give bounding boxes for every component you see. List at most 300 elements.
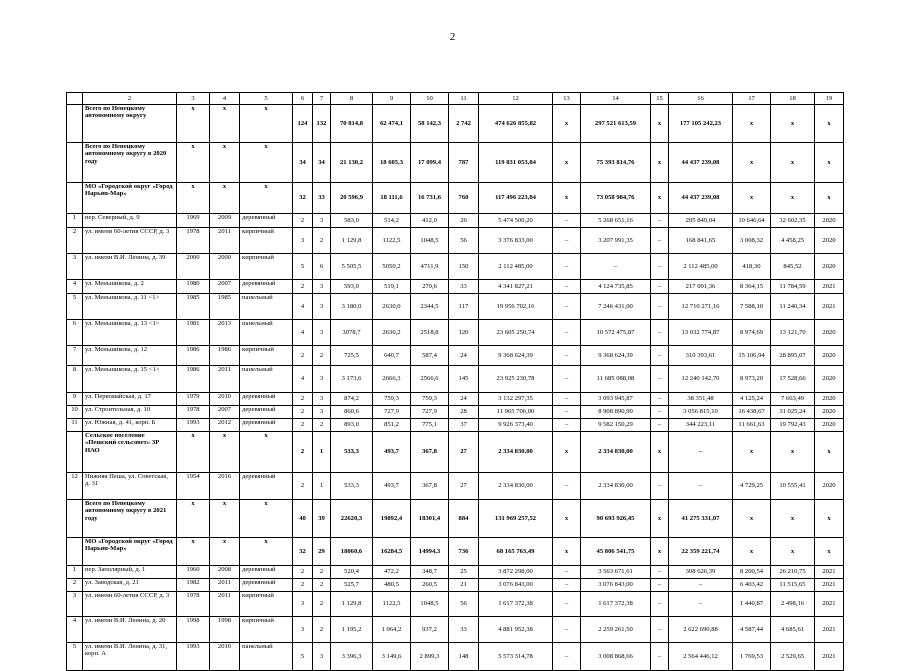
table-cell: 8 364,15 [733, 280, 771, 294]
table-cell: 736 [449, 538, 479, 566]
table-cell: – [651, 280, 669, 294]
table-cell: 18 111,6 [373, 183, 411, 214]
table-cell: х [240, 105, 293, 143]
table-cell: 2020 [815, 346, 844, 366]
header-cell: 10 [411, 93, 449, 105]
table-cell: 37 [449, 419, 479, 432]
table-cell: 8 [67, 366, 83, 393]
table-cell: – [581, 254, 651, 280]
table-cell: 760 [449, 183, 479, 214]
table-cell [67, 183, 83, 214]
table-cell: 2 [293, 419, 313, 432]
table-cell: – [553, 419, 581, 432]
table-cell: 2 [67, 579, 83, 592]
table-cell: 56 [449, 592, 479, 617]
table-cell: 3 [313, 280, 331, 294]
table-cell: 11 661,63 [733, 419, 771, 432]
table-cell: х [240, 183, 293, 214]
table-cell: 474 626 855,82 [479, 105, 553, 143]
table-cell: 3 [67, 254, 83, 280]
table-cell: 2 334 830,00 [479, 473, 553, 500]
table-cell: 583,0 [331, 214, 373, 228]
table-cell: 2 [313, 566, 331, 579]
table-cell: 2020 [815, 228, 844, 254]
table-cell: 4711,9 [411, 254, 449, 280]
table-cell: х [815, 538, 844, 566]
table-cell: – [553, 320, 581, 346]
table-cell: 3 056 815,10 [669, 406, 733, 419]
table-cell: 367,8 [411, 473, 449, 500]
table-cell: 148 [449, 643, 479, 671]
table-cell: ул. имени 60-летия СССР, д. 3 [83, 592, 177, 617]
table-cell: ул. Строительная, д. 10 [83, 406, 177, 419]
table-cell: – [651, 617, 669, 643]
table-cell: – [669, 432, 733, 473]
table-cell: 1998 [177, 617, 210, 643]
header-cell: 18 [771, 93, 815, 105]
table-cell: 845,52 [771, 254, 815, 280]
table-cell: 2 259 261,50 [581, 617, 651, 643]
table-cell: 2000 [177, 254, 210, 280]
table-cell: 3 132 297,35 [479, 393, 553, 406]
table-cell: 3 076 843,00 [479, 579, 553, 592]
table-cell: 1 440,87 [733, 592, 771, 617]
table-cell: 13 121,70 [771, 320, 815, 346]
table-cell: 29 [313, 538, 331, 566]
table-cell: 16 731,6 [411, 183, 449, 214]
table-cell: х [771, 183, 815, 214]
table-cell: 3 [313, 406, 331, 419]
table-cell: х [651, 538, 669, 566]
table-cell: – [553, 280, 581, 294]
table-cell: Сельское поселение «Пешский сельсовет» ЗР НАО [83, 432, 177, 473]
table-cell: Всего по Ненецкому автономному округу в 2020 году [83, 143, 177, 183]
table-cell: ул. имени 60-летия СССР, д. 3 [83, 228, 177, 254]
header-cell: 19 [815, 93, 844, 105]
table-cell: 120 [449, 320, 479, 346]
table-cell: 3 [293, 592, 313, 617]
table-cell: 1 195,2 [331, 617, 373, 643]
table-cell: х [733, 105, 771, 143]
table-cell: 68 165 763,49 [479, 538, 553, 566]
table-cell: 4 729,25 [733, 473, 771, 500]
table-cell: 2021 [815, 566, 844, 579]
table-cell: 5050,2 [373, 254, 411, 280]
table-cell: панельный [240, 366, 293, 393]
table-cell: 5 573 314,78 [479, 643, 553, 671]
table-cell: 759,3 [411, 393, 449, 406]
header-cell: 8 [331, 93, 373, 105]
table-cell: х [771, 432, 815, 473]
table-cell: 3 173,6 [331, 366, 373, 393]
table-cell: 2 334 830,00 [581, 473, 651, 500]
housing-table [66, 92, 844, 671]
table-cell: 41 275 331,07 [669, 500, 733, 538]
table-cell: ул. Меньшикова, д. 15 <1> [83, 366, 177, 393]
table-cell: 4 125,24 [733, 393, 771, 406]
table-cell: 2000 [210, 254, 240, 280]
table-cell: деревянный [240, 393, 293, 406]
table-cell: 2010 [210, 643, 240, 671]
table-cell: х [177, 143, 210, 183]
table-cell: 640,7 [373, 346, 411, 366]
header-cell: 7 [313, 93, 331, 105]
table-cell: 31 025,24 [771, 406, 815, 419]
table-cell: х [240, 143, 293, 183]
table-cell: 725,5 [331, 346, 373, 366]
header-cell: 9 [373, 93, 411, 105]
table-cell: Нижняя Пеша, ул. Советская, д. 31 [83, 473, 177, 500]
table-cell: 2566,6 [411, 366, 449, 393]
table-cell: х [210, 105, 240, 143]
table-cell: 2 [293, 406, 313, 419]
table-cell: х [177, 500, 210, 538]
table-cell: 26 [449, 214, 479, 228]
table-cell: 3 180,0 [331, 294, 373, 320]
table-cell: 1993 [177, 419, 210, 432]
table-cell: 124 [293, 105, 313, 143]
table-cell: деревянный [240, 419, 293, 432]
table-cell: 3 396,3 [331, 643, 373, 671]
table-cell: пер. Северный, д. 9 [83, 214, 177, 228]
table-cell: 27 [449, 432, 479, 473]
table-cell: 1 [313, 432, 331, 473]
summary-row [67, 500, 844, 538]
table-cell: Всего по Ненецкому автономному округу [83, 105, 177, 143]
table-cell: 34 [313, 143, 331, 183]
table-cell: – [553, 366, 581, 393]
table-cell: 2 334 830,00 [479, 432, 553, 473]
table-cell: 4 881 952,38 [479, 617, 553, 643]
table-cell: 2020 [815, 419, 844, 432]
table-cell: 2007 [210, 280, 240, 294]
table-cell: 2020 [815, 473, 844, 500]
table-cell: – [651, 214, 669, 228]
table-cell: 56 [449, 228, 479, 254]
table-cell: 28 [449, 406, 479, 419]
table-cell: 727,9 [411, 406, 449, 419]
table-cell: 16 438,67 [733, 406, 771, 419]
table-cell: 3 [293, 617, 313, 643]
table-cell: 9 368 624,39 [581, 346, 651, 366]
table-cell: 205 849,04 [669, 214, 733, 228]
table-cell: – [553, 346, 581, 366]
table-cell: 2 [313, 228, 331, 254]
table-cell: 2 [293, 473, 313, 500]
table-cell: 2 [313, 419, 331, 432]
summary-row [67, 538, 844, 566]
table-cell: – [553, 579, 581, 592]
table-cell: 6 [313, 254, 331, 280]
table-cell: 775,1 [411, 419, 449, 432]
table-cell [67, 500, 83, 538]
table-cell: 44 437 239,08 [669, 183, 733, 214]
table-cell: 62 474,1 [373, 105, 411, 143]
table-cell: 2 112 485,00 [479, 254, 553, 280]
table-cell: 2020 [815, 254, 844, 280]
table-cell: 7 663,49 [771, 393, 815, 406]
table-cell: деревянный [240, 473, 293, 500]
table-cell: – [651, 254, 669, 280]
table-cell: 132 [313, 105, 331, 143]
table-cell: – [651, 566, 669, 579]
table-cell: – [651, 366, 669, 393]
table-cell: 3 563 671,61 [581, 566, 651, 579]
table-cell: х [177, 183, 210, 214]
table-cell: 1980 [177, 280, 210, 294]
table-cell: 7 588,10 [733, 294, 771, 320]
table-cell: 1986 [177, 366, 210, 393]
table-cell: – [553, 228, 581, 254]
table-cell: 344 223,11 [669, 419, 733, 432]
table-cell: 3 376 833,00 [479, 228, 553, 254]
table-cell: 217 091,36 [669, 280, 733, 294]
table-cell: 519,1 [373, 280, 411, 294]
table-cell: 73 058 984,76 [581, 183, 651, 214]
table-cell: 28 895,07 [771, 346, 815, 366]
table-cell: деревянный [240, 566, 293, 579]
table-row [67, 566, 844, 579]
table-cell: 1969 [177, 214, 210, 228]
table-cell: – [651, 406, 669, 419]
table-cell: х [240, 432, 293, 473]
table-cell: 2 [313, 579, 331, 592]
table-cell: 2518,8 [411, 320, 449, 346]
table-cell: 11 784,59 [771, 280, 815, 294]
table-cell: 21 [449, 579, 479, 592]
summary-row [67, 183, 844, 214]
table-cell: 8 974,69 [733, 320, 771, 346]
table-cell: 1 [67, 566, 83, 579]
table-cell: 260,5 [411, 579, 449, 592]
table-cell: 2630,0 [373, 294, 411, 320]
table-cell: х [177, 538, 210, 566]
table-cell: х [210, 183, 240, 214]
table-cell: 893,0 [331, 419, 373, 432]
summary-row [67, 105, 844, 143]
table-cell: 1122,5 [373, 228, 411, 254]
table-cell: х [771, 105, 815, 143]
table-cell: х [733, 500, 771, 538]
summary-row [67, 432, 844, 473]
table-row [67, 366, 844, 393]
table-cell: 8 908 890,90 [581, 406, 651, 419]
header-cell: 15 [651, 93, 669, 105]
table-cell [67, 432, 83, 473]
table-cell: 2020 [815, 406, 844, 419]
table-cell: 3 [313, 393, 331, 406]
table-cell: 2 622 690,88 [669, 617, 733, 643]
table-cell: 131 969 257,52 [479, 500, 553, 538]
table-cell: х [553, 183, 581, 214]
table-cell: – [553, 393, 581, 406]
table-cell: 4 587,44 [733, 617, 771, 643]
table-cell: 1 064,2 [373, 617, 411, 643]
table-cell: 525,7 [331, 579, 373, 592]
table-cell: 1993 [177, 643, 210, 671]
table-cell: 1954 [177, 473, 210, 500]
header-cell: 12 [479, 93, 553, 105]
table-cell: ул. Меньшикова, д. 2 [83, 280, 177, 294]
table-cell: 2009 [210, 214, 240, 228]
table-cell: 11 965 706,00 [479, 406, 553, 419]
table-cell: 514,2 [373, 214, 411, 228]
table-cell: – [553, 406, 581, 419]
table-cell: 2 564 446,12 [669, 643, 733, 671]
table-cell: – [651, 393, 669, 406]
table-cell: х [240, 500, 293, 538]
table-cell: х [553, 143, 581, 183]
table-cell: 520,4 [331, 566, 373, 579]
table-cell: 2666,3 [373, 366, 411, 393]
table-cell: 34 [293, 143, 313, 183]
header-cell: 13 [553, 93, 581, 105]
table-cell: х [651, 432, 669, 473]
table-cell: 26 210,75 [771, 566, 815, 579]
table-cell: деревянный [240, 406, 293, 419]
table-cell: 2 [313, 592, 331, 617]
table-cell: х [815, 143, 844, 183]
table-cell: 4 [293, 294, 313, 320]
table-cell: 5 [293, 254, 313, 280]
table-cell: 2 498,16 [771, 592, 815, 617]
table-cell: х [733, 538, 771, 566]
table-cell: 279,6 [411, 280, 449, 294]
table-cell: 17 528,66 [771, 366, 815, 393]
table-cell: 493,7 [373, 432, 411, 473]
table-cell: 150 [449, 254, 479, 280]
table-cell: – [553, 643, 581, 671]
table-cell: 24 [449, 393, 479, 406]
table-cell: 860,6 [331, 406, 373, 419]
table-cell: 19 956 702,16 [479, 294, 553, 320]
table-cell: – [553, 617, 581, 643]
table-cell: 4 [293, 320, 313, 346]
table-cell: 493,7 [373, 473, 411, 500]
table-cell: 3 207 991,35 [581, 228, 651, 254]
table-cell: кирпичный [240, 592, 293, 617]
table-cell: 2021 [815, 592, 844, 617]
table-cell: 1978 [177, 592, 210, 617]
table-cell: х [553, 538, 581, 566]
table-cell: 1 769,53 [733, 643, 771, 671]
table-cell: 1048,5 [411, 592, 449, 617]
table-cell: 3 [313, 643, 331, 671]
table-cell [67, 105, 83, 143]
table-cell: 297 521 613,59 [581, 105, 651, 143]
table-cell: х [651, 105, 669, 143]
table-cell: 7 246 431,00 [581, 294, 651, 320]
header-cell [67, 93, 83, 105]
table-cell: 1 [313, 473, 331, 500]
table-row [67, 473, 844, 500]
table-cell: 40 [293, 500, 313, 538]
table-cell: 1978 [177, 228, 210, 254]
table-row [67, 320, 844, 346]
table-cell: 16284,5 [373, 538, 411, 566]
table-cell: 2021 [815, 280, 844, 294]
table-cell: 727,9 [373, 406, 411, 419]
table-cell: 2021 [815, 617, 844, 643]
table-cell: 10 646,64 [733, 214, 771, 228]
table-cell: 4 458,25 [771, 228, 815, 254]
table-cell: 2 742 [449, 105, 479, 143]
table-cell: ул. имени В.И. Ленина, д. 39 [83, 254, 177, 280]
table-cell: 3 008,32 [733, 228, 771, 254]
table-cell: 2013 [210, 320, 240, 346]
table-cell: 2 529,65 [771, 643, 815, 671]
table-cell: деревянный [240, 280, 293, 294]
table-cell: 2 [313, 617, 331, 643]
table-cell: 480,5 [373, 579, 411, 592]
table-cell: 2 899,3 [411, 643, 449, 671]
table-cell: х [651, 500, 669, 538]
table-cell: 2630,2 [373, 320, 411, 346]
table-cell: 9 [67, 393, 83, 406]
table-cell: 3 149,6 [373, 643, 411, 671]
header-cell: 2 [83, 93, 177, 105]
table-cell: 5 505,5 [331, 254, 373, 280]
table-cell: 1979 [177, 393, 210, 406]
table-cell: 2344,5 [411, 294, 449, 320]
table-cell: 348,7 [411, 566, 449, 579]
table-cell: 19 792,43 [771, 419, 815, 432]
table-cell: 23 605 250,74 [479, 320, 553, 346]
table-cell: 8 973,20 [733, 366, 771, 393]
table-cell: 5 [293, 643, 313, 671]
table-cell: Всего по Ненецкому автономному округу в 2021 году [83, 500, 177, 538]
table-cell: 18 605,3 [373, 143, 411, 183]
table-cell: 2011 [210, 579, 240, 592]
table-cell: х [815, 500, 844, 538]
table-cell: 874,2 [331, 393, 373, 406]
table-cell: панельный [240, 643, 293, 671]
table-cell: 2011 [210, 366, 240, 393]
table-cell: 38 351,48 [669, 393, 733, 406]
table-cell: 2011 [210, 592, 240, 617]
table-cell: 4 [67, 617, 83, 643]
table-cell: 32 602,35 [771, 214, 815, 228]
table-cell: х [210, 500, 240, 538]
table-cell: х [177, 432, 210, 473]
table-cell: 32 [293, 183, 313, 214]
table-cell: – [553, 294, 581, 320]
table-cell: кирпичный [240, 254, 293, 280]
table-row [67, 643, 844, 671]
table-cell: 2011 [210, 228, 240, 254]
table-cell: х [815, 432, 844, 473]
table-cell: х [733, 143, 771, 183]
table-cell: 9 368 624,39 [479, 346, 553, 366]
table-cell: 2020 [815, 393, 844, 406]
table-row [67, 393, 844, 406]
table-cell: 1960 [177, 566, 210, 579]
table-cell: – [651, 473, 669, 500]
table-cell: ул. имени В.И. Ленина, д. 31, корп. А [83, 643, 177, 671]
table-cell: 593,0 [331, 280, 373, 294]
table-cell: 90 693 926,45 [581, 500, 651, 538]
table-cell: 33 [449, 280, 479, 294]
table-row [67, 419, 844, 432]
table-cell: 1978 [177, 406, 210, 419]
table-cell: 851,2 [373, 419, 411, 432]
table-cell: – [669, 579, 733, 592]
table-cell: х [553, 500, 581, 538]
table-cell: 5 [67, 294, 83, 320]
table-cell: 44 437 239,08 [669, 143, 733, 183]
table-cell: 1 129,8 [331, 228, 373, 254]
table-cell: 10 555,41 [771, 473, 815, 500]
